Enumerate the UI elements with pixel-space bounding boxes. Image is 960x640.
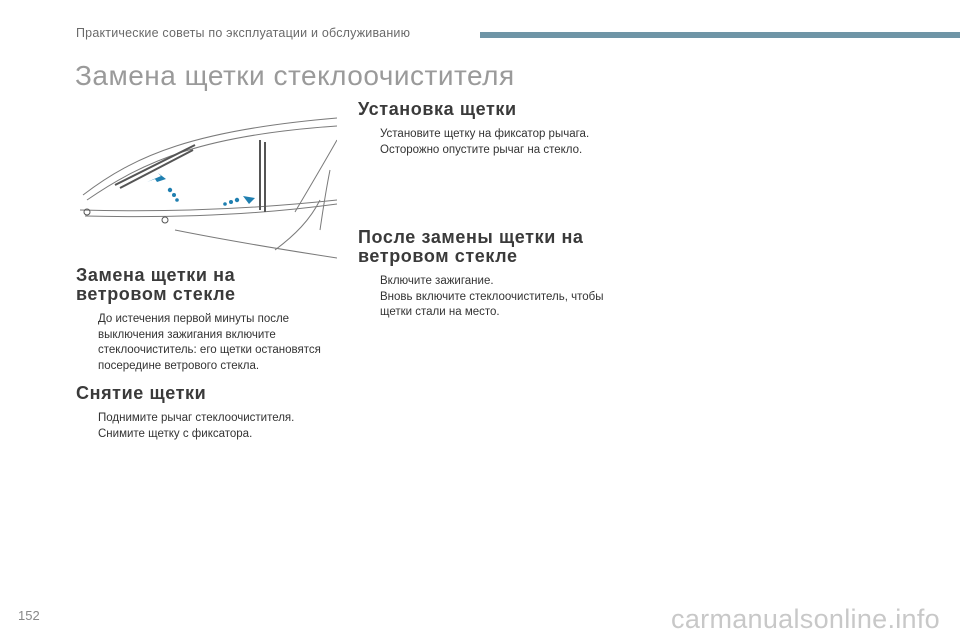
- page-number: 152: [18, 608, 40, 623]
- section-heading-replace: Замена щетки на ветровом стекле: [76, 265, 236, 304]
- section-heading-after: После замены щетки на ветровом стекле: [358, 227, 584, 266]
- wiper-illustration: [75, 100, 337, 262]
- list-item: Установите щетку на фиксатор рычага.: [380, 128, 590, 140]
- list-item: Осторожно опустите рычаг на стекло.: [380, 143, 583, 156]
- list-item: Включите зажигание.: [380, 275, 494, 287]
- header-bar: [480, 32, 960, 38]
- list-item: Поднимите рычаг стеклоочистителя.: [98, 412, 295, 424]
- arrow-up-left-icon: [147, 173, 179, 202]
- watermark: carmanualsonline.info: [671, 604, 940, 634]
- section-install: [358, 100, 628, 158]
- page-title: Замена щетки стеклоочистителя: [75, 60, 515, 91]
- list-item: До истечения первой минуты после выключения зажигания включите стеклоочиститель: его щетки остановятся посередине ветрового стекла.: [98, 313, 321, 372]
- list-item: Снимите щетку с фиксатора.: [98, 427, 253, 440]
- running-header: Практические советы по эксплуатации и обслуживанию: [76, 26, 411, 40]
- list-item: Вновь включите стеклоочиститель, чтобы щетки стали на место.: [380, 290, 604, 318]
- section-after: [358, 228, 628, 321]
- arrow-right-icon: [223, 196, 255, 206]
- section-heading-remove: Снятие щетки: [76, 383, 207, 403]
- section-heading-install: Установка щетки: [358, 99, 517, 119]
- section-remove: [76, 384, 336, 442]
- right-column: [358, 100, 628, 331]
- section-replace: [76, 266, 336, 374]
- left-column: [76, 266, 336, 452]
